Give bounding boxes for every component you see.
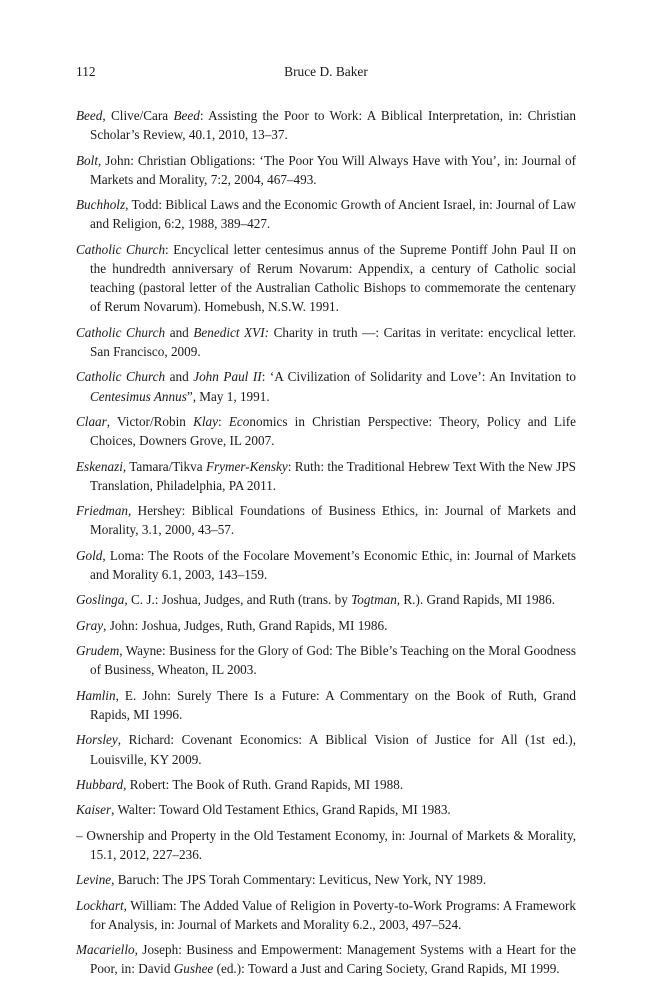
reference-italic-text: Gold [76, 547, 103, 563]
reference-text: and [165, 369, 194, 385]
reference-italic-text: Catholic Church [76, 324, 166, 340]
reference-text: : ‘A Civilization of Solidarity and Love’: An Invitation to [261, 369, 576, 385]
reference-text: , Clive/Cara [102, 108, 174, 123]
reference-entry-levine [76, 870, 576, 889]
reference-italic-text: Bolt [76, 152, 98, 168]
reference-text: (ed.): Toward a Just and Caring Society, Grand Rapids, MI 1999. [213, 961, 560, 977]
reference-text: , Tamara/Tikva [122, 458, 206, 474]
reference-text: : Assisting the Poor to Work: A Biblical Interpretation, in: Christian Scholar’s Review, 40.1, 2010, 13–37. [90, 108, 576, 143]
reference-entry-kaiser-2 [76, 826, 576, 864]
reference-text: nomics in Christian Perspective: Theory, Policy and Life Choices, Downers Grove, IL 2007. [90, 413, 576, 449]
reference-text: , Richard: Covenant Economics: A Biblical Vision of Justice for All (1st ed.), Louisville, KY 2009. [90, 732, 576, 767]
reference-text: – Ownership and Property in the Old Testament Economy, in: Journal of Markets & Morality, 15.1, 2012, 227–236. [76, 827, 576, 862]
reference-text: , Todd: Biblical Laws and the Economic Growth of Ancient Israel, in: Journal of Law and Religion, 6:2, 1988, 389–427. [90, 197, 576, 232]
reference-text: , Victor/Robin [106, 413, 194, 429]
reference-italic-text: Buchholz [76, 197, 126, 213]
reference-italic-text: Goslinga [76, 592, 125, 608]
reference-italic-text: Klay [193, 413, 218, 429]
reference-italic-text: Beed [173, 108, 200, 123]
reference-entry-bolt [76, 151, 576, 189]
page-number: 112 [76, 64, 96, 79]
reference-entry-beed [76, 106, 576, 144]
reference-text: : Encyclical letter centesimus annus of the Supreme Pontiff John Paul II on the hundredth anniversary of Rerum Novarum: Appendix, a century of Catholic social teaching (pastoral letter of the Australian Catholic Bishops to commemorate the centenary of Rerum Novarum). Homebush, N.S.W. 1991. [90, 241, 576, 315]
reference-entry-catholic-church-1 [76, 240, 576, 317]
reference-entry-friedman [76, 501, 576, 539]
reference-text: , Hershey: Biblical Foundations of Business Ethics, in: Journal of Markets and Morality, 3.1, 2000, 43–57. [90, 503, 576, 538]
reference-text: and [165, 324, 194, 340]
reference-entry-buchholz [76, 195, 576, 233]
reference-italic-text: Lockhart [76, 897, 124, 913]
reference-italic-text: Hamlin [76, 687, 116, 703]
reference-entry-hamlin [76, 686, 576, 724]
reference-text: , Walter: Toward Old Testament Ethics, Grand Rapids, MI 1983. [111, 802, 451, 818]
reference-entry-catholic-church-john-paul [76, 367, 576, 405]
reference-text: , Joseph: Business and Empowerment: Management Systems with a Heart for the Poor, in: David [90, 942, 576, 977]
reference-italic-text: Beed [76, 108, 103, 123]
reference-italic-text: Benedict XVI: [193, 324, 270, 340]
reference-entry-eskenazi [76, 457, 576, 495]
reference-text: , Robert: The Book of Ruth. Grand Rapids, MI 1988. [123, 776, 404, 792]
reference-italic-text: Gray [76, 617, 104, 633]
reference-entry-horsley [76, 730, 576, 768]
reference-text: , Baruch: The JPS Torah Commentary: Leviticus, New York, NY 1989. [111, 872, 487, 888]
reference-entry-catholic-church-benedict [76, 323, 576, 361]
reference-entry-lockhart [76, 896, 576, 934]
page-header [76, 64, 576, 84]
reference-italic-text: Kaiser [76, 802, 112, 818]
running-head: Bruce D. Baker [284, 64, 368, 79]
reference-text: , Wayne: Business for the Glory of God: The Bible’s Teaching on the Moral Goodness of Business, Wheaton, IL 2003. [90, 643, 576, 678]
reference-italic-text: Hubbard [76, 776, 124, 792]
reference-text: , John: Christian Obligations: ‘The Poor You Will Always Have with You’, in: Journal of Markets and Morality, 7:2, 2004, 467–493. [90, 152, 576, 187]
reference-text: , C. J.: Joshua, Judges, and Ruth (trans. by [124, 592, 352, 608]
reference-list [76, 106, 576, 985]
reference-italic-text: Catholic Church [76, 241, 166, 257]
reference-text: : [217, 413, 229, 429]
reference-text: ”, May 1, 1991. [186, 388, 270, 404]
reference-text: : Ruth: the Traditional Hebrew Text With the New JPS Translation, Philadelphia, PA 2011. [90, 458, 576, 493]
reference-italic-text: Horsley [76, 732, 118, 748]
reference-entry-claar [76, 412, 576, 450]
reference-entry-goslinga [76, 590, 576, 609]
reference-entry-gray [76, 616, 576, 635]
reference-italic-text: Togtman [351, 592, 397, 608]
reference-text: , R.). Grand Rapids, MI 1986. [396, 592, 556, 608]
reference-text: , William: The Added Value of Religion in Poverty-to-Work Programs: A Framework for Analysis, in: Journal of Markets and Morality 6.2., 2003, 497–524. [90, 897, 576, 932]
reference-italic-text: John Paul II [193, 369, 262, 385]
reference-italic-text: Eco [228, 413, 250, 429]
reference-italic-text: Gushee [173, 961, 214, 977]
reference-text: , John: Joshua, Judges, Ruth, Grand Rapids, MI 1986. [103, 617, 388, 633]
reference-italic-text: Frymer-Kensky [205, 458, 288, 474]
reference-text: , Loma: The Roots of the Focolare Movement’s Economic Ethic, in: Journal of Markets and Morality 6.1, 2003, 143–159. [90, 547, 576, 582]
reference-entry-kaiser [76, 800, 576, 819]
reference-entry-macariello [76, 940, 576, 978]
reference-italic-text: Claar [76, 413, 107, 429]
reference-italic-text: Macariello [76, 942, 135, 958]
reference-entry-gold [76, 546, 576, 584]
reference-italic-text: Grudem [76, 643, 120, 659]
reference-italic-text: Centesimus Annus [90, 388, 187, 404]
reference-italic-text: Eskenazi [76, 458, 123, 474]
reference-entry-hubbard [76, 775, 576, 794]
reference-italic-text: Catholic Church [76, 369, 166, 385]
reference-italic-text: Levine [76, 872, 112, 888]
reference-entry-grudem [76, 641, 576, 679]
reference-text: Charity in truth —: Caritas in veritate: encyclical letter. San Francisco, 2009. [90, 324, 576, 359]
reference-text: , E. John: Surely There Is a Future: A Commentary on the Book of Ruth, Grand Rapids, MI 1996. [90, 687, 576, 722]
reference-italic-text: Friedman [76, 503, 129, 519]
